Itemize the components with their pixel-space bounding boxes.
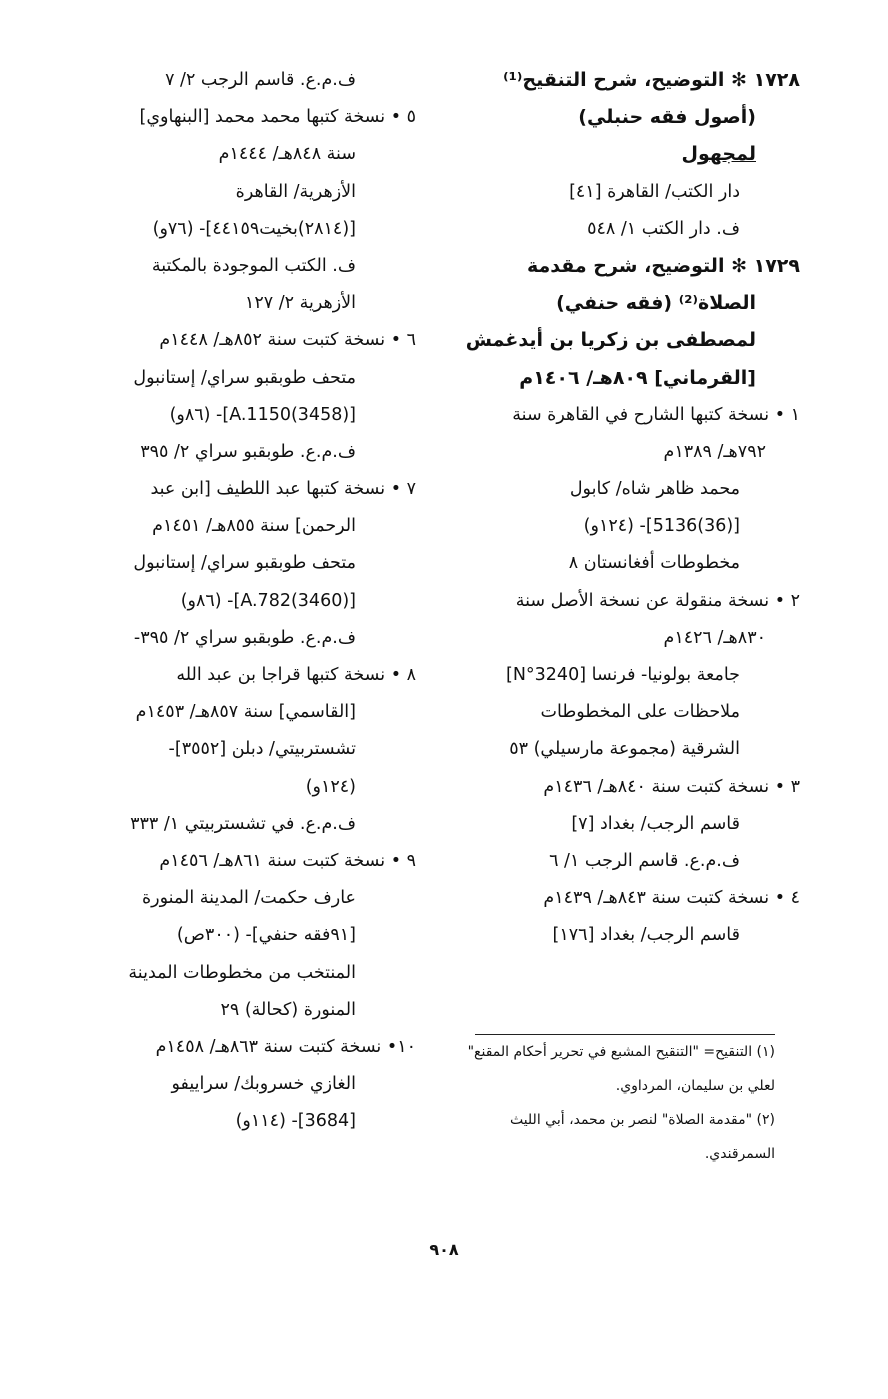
right-column-line: ٢ • نسخة منقولة عن نسخة الأصل سنة <box>515 590 800 611</box>
right-column-line: لمجهول <box>681 143 756 166</box>
right-column-line: ٤ • نسخة كتبت سنة ٨٤٣هـ/ ١٤٣٩م <box>543 888 800 909</box>
left-column-line: [القاسمي] سنة ٨٥٧هـ/ ١٤٥٣م <box>135 702 356 723</box>
left-column-line: [(3460)A.782]- (٨٦و) <box>180 590 356 611</box>
left-column-line: ف.م.ع. طوبقبو سراي ٢/ ٣٩٥ <box>140 441 356 462</box>
right-column-line: جامعة بولونيا- فرنسا [N°3240] <box>506 665 740 685</box>
left-column-line: [٩١فقه حنفي]- (٣٠٠ص) <box>176 925 356 946</box>
footnotes <box>440 1035 775 1171</box>
left-column-line: سنة ٨٤٨هـ/ ١٤٤٤م <box>218 144 356 165</box>
footnote-line: (٢) "مقدمة الصلاة" لنصر بن محمد، أبي الليث <box>509 1112 775 1128</box>
right-column-line: ف.م.ع. قاسم الرجب ١/ ٦ <box>549 850 740 871</box>
left-column-line: الأزهرية ٢/ ١٢٧ <box>244 293 356 314</box>
left-column-line: ف.م.ع. قاسم الرجب ٢/ ٧ <box>165 70 356 90</box>
right-column-line: ٣ • نسخة كتبت سنة ٨٤٠هـ/ ١٤٣٦م <box>543 776 800 797</box>
left-column-line: متحف طوبقبو سراي/ إستانبول <box>133 367 356 388</box>
left-column-line: ف.م.ع. طوبقبو سراي ٢/ ٣٩٥- <box>133 627 356 648</box>
right-column-line: [(36)5136]- (١٢٤و) <box>583 516 740 537</box>
left-column-line: [3684]- (١١٤و) <box>235 1111 356 1132</box>
right-column-line: الشرقية (مجموعة مارسيلي) ٥٣ <box>509 739 740 760</box>
right-column-line: مخطوطات أفغانستان ٨ <box>568 553 740 574</box>
left-column-line: ٦ • نسخة كتبت سنة ٨٥٢هـ/ ١٤٤٨م <box>159 330 416 351</box>
right-column-line: ١٧٢٨ ✻ التوضيح، شرح التنقيح⁽¹⁾ <box>503 69 800 91</box>
right-column-line: [القرماني] ٨٠٩هـ/ ١٤٠٦م <box>519 366 756 389</box>
right-column-line: ملاحظات على المخطوطات <box>540 702 740 723</box>
left-column-line: الرحمن] سنة ٨٥٥هـ/ ١٤٥١م <box>152 516 356 537</box>
left-column-line: ١٠• نسخة كتبت سنة ٨٦٣هـ/ ١٤٥٨م <box>155 1036 416 1057</box>
footnote-line: السمرقندي. <box>704 1146 775 1162</box>
footnote-line: لعلي بن سليمان، المرداوي. <box>615 1078 775 1094</box>
footnote-line: (١) التنقيح= "التنقيح المشبع في تحرير أحكام المقنع" <box>467 1044 775 1060</box>
left-column-line: ف.م.ع. في تشستربيتي ١/ ٣٣٣ <box>130 813 356 834</box>
right-column-line: الصلاة⁽²⁾ (فقه حنفي) <box>556 292 756 315</box>
left-column-line: ف. الكتب الموجودة بالمكتبة <box>151 255 356 276</box>
left-column-line: (١٢٤و) <box>305 776 356 797</box>
right-column <box>448 62 800 955</box>
right-column-line: لمصطفى بن زكريا بن أيدغمش <box>465 329 756 352</box>
right-column-line: ٧٩٢هـ/ ١٣٨٩م <box>663 441 766 462</box>
left-column-line: متحف طوبقبو سراي/ إستانبول <box>133 553 356 574</box>
left-column-line: الأزهرية/ القاهرة <box>235 181 356 202</box>
left-column-line: عارف حكمت/ المدينة المنورة <box>141 888 356 909</box>
right-column-line: ف. دار الكتب ١/ ٥٤٨ <box>587 218 740 239</box>
right-column-line: قاسم الرجب/ بغداد [٧] <box>571 813 740 834</box>
right-column-line: (أصول فقه حنبلي) <box>578 106 756 129</box>
left-column-line: المنتخب من مخطوطات المدينة <box>128 962 356 983</box>
right-column-line: ١ • نسخة كتبها الشارح في القاهرة سنة <box>512 404 800 425</box>
left-column-line: الغازي خسروبك/ سراييفو <box>171 1074 356 1095</box>
right-column-line: محمد ظاهر شاه/ كابول <box>569 479 740 500</box>
right-column-line: قاسم الرجب/ بغداد [١٧٦] <box>552 925 740 946</box>
left-column-line: ٥ • نسخة كتبها محمد محمد [البنهاوي] <box>139 107 416 128</box>
left-column-line: المنورة (كحالة) ٢٩ <box>220 999 356 1020</box>
right-column-line: دار الكتب/ القاهرة [٤١] <box>569 181 740 202</box>
right-column-line: ٨٣٠هـ/ ١٤٢٦م <box>663 627 766 648</box>
left-column-line: ٩ • نسخة كتبت سنة ٨٦١هـ/ ١٤٥٦م <box>159 850 416 871</box>
left-column-line: ٧ • نسخة كتبها عبد اللطيف [ابن عبد <box>150 479 416 500</box>
left-column-line: تشستربيتي/ دبلن [٣٥٥٢]- <box>168 739 356 760</box>
left-column-line: [(3458)A.1150]- (٨٦و) <box>169 404 356 425</box>
left-column-line: ٨ • نسخة كتبها قراجا بن عبد الله <box>176 665 416 685</box>
page-number: ٩٠٨ <box>429 1240 459 1259</box>
left-column <box>72 62 416 1140</box>
left-column-line: [(٢٨١٤)بخيت٤٤١٥٩]- (٧٦و) <box>152 218 356 239</box>
right-column-line: ١٧٢٩ ✻ التوضيح، شرح مقدمة <box>526 254 800 277</box>
